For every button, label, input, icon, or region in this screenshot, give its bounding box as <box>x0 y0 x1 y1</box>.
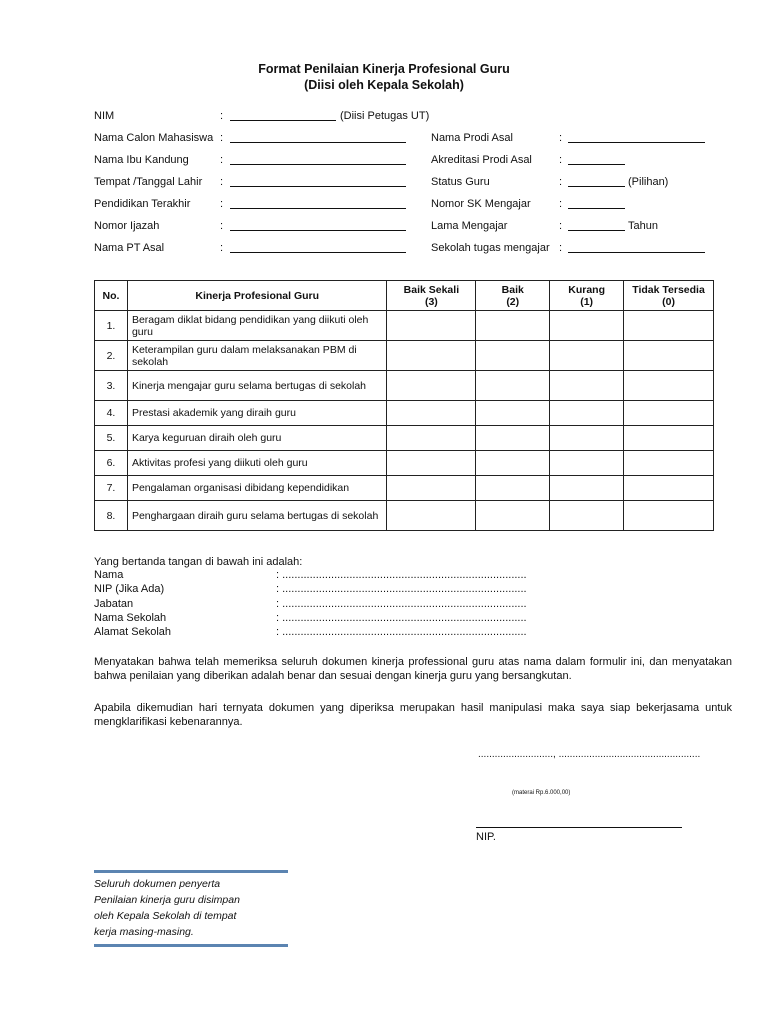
place-date-line[interactable]: ..........................., ................................................... <box>478 749 701 760</box>
row-description: Kinerja mengajar guru selama bertugas di sekolah <box>127 371 387 401</box>
row-number: 6. <box>95 451 128 476</box>
header-kinerja: Kinerja Profesional Guru <box>127 281 387 311</box>
score-cell-0[interactable] <box>624 401 714 426</box>
table-row <box>95 451 714 476</box>
table-row <box>95 311 714 341</box>
row-description: Aktivitas profesi yang diikuti oleh guru <box>127 451 387 476</box>
score-cell-2[interactable] <box>476 341 550 371</box>
row-number: 1. <box>95 311 128 341</box>
signatory-label: NIP (Jika Ada) <box>94 583 165 595</box>
score-cell-0[interactable] <box>624 426 714 451</box>
signatory-label: Jabatan <box>94 598 134 610</box>
header-tidak-tersedia: Tidak Tersedia (0) <box>624 281 714 311</box>
form-field-label: Nomor SK Mengajar <box>431 198 531 210</box>
signatory-fill-in[interactable]: : ................................................................................ <box>276 598 527 610</box>
score-cell-2[interactable] <box>476 426 550 451</box>
fill-in-line[interactable] <box>230 208 406 209</box>
form-field-label: Lama Mengajar <box>431 220 508 232</box>
form-field-nama-ibu-kandung: Nama Ibu Kandung : <box>94 153 414 167</box>
row-description: Keterampilan guru dalam melaksanakan PBM di sekolah <box>127 341 387 371</box>
row-number: 2. <box>95 341 128 371</box>
signatory-fill-in[interactable]: : ................................................................................ <box>276 626 527 638</box>
materai-note: (materai Rp.6.000,00) <box>512 790 571 796</box>
form-field-label: Nama Calon Mahasiswa <box>94 132 214 144</box>
form-field-label: Tempat /Tanggal Lahir <box>94 176 203 188</box>
form-field-label: Nama Ibu Kandung <box>94 154 189 166</box>
row-number: 4. <box>95 401 128 426</box>
score-cell-2[interactable] <box>476 476 550 501</box>
score-cell-3[interactable] <box>387 451 476 476</box>
score-cell-1[interactable] <box>550 476 624 501</box>
form-field-nama-prodi-asal: Nama Prodi Asal : <box>431 131 711 145</box>
signatory-label: Nama Sekolah <box>94 612 167 624</box>
form-field-note: (Pilihan) <box>628 176 669 188</box>
table-row <box>95 426 714 451</box>
form-field-sekolah-tugas-mengajar: Sekolah tugas mengajar : <box>431 241 711 255</box>
performance-table <box>94 280 714 531</box>
score-cell-1[interactable] <box>550 311 624 341</box>
table-row <box>95 476 714 501</box>
form-field-nim: NIM : (Diisi Petugas UT) <box>94 110 430 122</box>
form-field-lama-mengajar: Lama Mengajar : Tahun <box>431 220 658 232</box>
fill-in-line[interactable] <box>230 252 406 253</box>
score-cell-3[interactable] <box>387 401 476 426</box>
table-row <box>95 371 714 401</box>
score-cell-3[interactable] <box>387 426 476 451</box>
score-cell-1[interactable] <box>550 371 624 401</box>
fill-in-line[interactable] <box>568 230 625 231</box>
row-number: 5. <box>95 426 128 451</box>
fill-in-line[interactable] <box>230 230 406 231</box>
header-baik: Baik (2) <box>476 281 550 311</box>
row-description: Penghargaan diraih guru selama bertugas di sekolah <box>127 501 387 531</box>
form-field-label: Status Guru <box>431 176 490 188</box>
fill-in-line[interactable] <box>568 208 625 209</box>
form-field-label: Nomor Ijazah <box>94 220 160 232</box>
row-description: Beragam diklat bidang pendidikan yang diikuti oleh guru <box>127 311 387 341</box>
signatory-fill-in[interactable]: : ................................................................................ <box>276 569 527 581</box>
score-cell-3[interactable] <box>387 371 476 401</box>
form-field-status-guru: Status Guru : (Pilihan) <box>431 176 669 188</box>
note-line: kerja masing-masing. <box>94 926 194 938</box>
note-line: Seluruh dokumen penyerta <box>94 878 221 890</box>
score-cell-0[interactable] <box>624 341 714 371</box>
fill-in-line[interactable] <box>230 164 406 165</box>
score-cell-1[interactable] <box>550 451 624 476</box>
fill-in-line[interactable] <box>568 186 625 187</box>
score-cell-2[interactable] <box>476 451 550 476</box>
score-cell-0[interactable] <box>624 451 714 476</box>
document-title: Format Penilaian Kinerja Profesional Guru <box>258 62 510 76</box>
fill-in-line[interactable] <box>568 252 705 253</box>
score-cell-1[interactable] <box>550 426 624 451</box>
nip-label: NIP. <box>476 831 496 843</box>
note-divider <box>94 944 288 947</box>
statement-paragraph-2: Apabila dikemudian hari ternyata dokumen yang diperiksa merupakan hasil manipulasi maka saya siap bekerjasama untuk mengklarifikasi kebenarannya. <box>94 702 732 728</box>
score-cell-1[interactable] <box>550 341 624 371</box>
score-cell-0[interactable] <box>624 311 714 341</box>
signatory-label: Nama <box>94 569 124 581</box>
form-field-label: Akreditasi Prodi Asal <box>431 154 532 166</box>
row-description: Karya keguruan diraih oleh guru <box>127 426 387 451</box>
score-cell-2[interactable] <box>476 371 550 401</box>
fill-in-line[interactable] <box>230 120 336 121</box>
storage-note <box>94 870 288 947</box>
score-cell-0[interactable] <box>624 501 714 531</box>
header-kurang: Kurang (1) <box>550 281 624 311</box>
table-row <box>95 501 714 531</box>
statement-paragraph-1: Menyatakan bahwa telah memeriksa seluruh dokumen kinerja professional guru atas nama dalam formulir ini, dan menyatakan bahwa penilaian yang diberikan adalah benar dan sesuai dengan kinerja guru yang bersangkutan. <box>94 656 732 682</box>
header-baik-sekali: Baik Sekali (3) <box>387 281 476 311</box>
table-row <box>95 401 714 426</box>
form-field-label: Nama Prodi Asal <box>431 132 513 144</box>
score-cell-1[interactable] <box>550 401 624 426</box>
signatory-fill-in[interactable]: : ................................................................................ <box>276 583 527 595</box>
score-cell-3[interactable] <box>387 501 476 531</box>
score-cell-2[interactable] <box>476 311 550 341</box>
note-line: oleh Kepala Sekolah di tempat <box>94 910 237 922</box>
note-divider <box>94 870 288 873</box>
row-number: 8. <box>95 501 128 531</box>
form-field-note: Tahun <box>628 220 658 232</box>
form-field-nomor-ijazah: Nomor Ijazah : <box>94 219 414 233</box>
form-field-label: Pendidikan Terakhir <box>94 198 191 210</box>
form-field-nomor-sk-mengajar: Nomor SK Mengajar : <box>431 197 711 211</box>
form-field-akreditasi-prodi-asal: Akreditasi Prodi Asal : <box>431 153 711 167</box>
note-line: Penilaian kinerja guru disimpan <box>94 894 240 906</box>
row-description: Prestasi akademik yang diraih guru <box>127 401 387 426</box>
table-header-row <box>95 281 714 311</box>
score-cell-3[interactable] <box>387 341 476 371</box>
fill-in-line[interactable] <box>230 142 406 143</box>
form-field-label: Sekolah tugas mengajar <box>431 242 550 254</box>
fill-in-line[interactable] <box>568 142 705 143</box>
form-field-nama-pt-asal: Nama PT Asal : <box>94 241 414 255</box>
score-cell-0[interactable] <box>624 476 714 501</box>
score-cell-1[interactable] <box>550 501 624 531</box>
fill-in-line[interactable] <box>568 164 625 165</box>
fill-in-line[interactable] <box>230 186 406 187</box>
score-cell-0[interactable] <box>624 371 714 401</box>
row-description: Pengalaman organisasi dibidang kependidikan <box>127 476 387 501</box>
signature-line[interactable] <box>476 827 682 828</box>
score-cell-3[interactable] <box>387 476 476 501</box>
form-field-note: (Diisi Petugas UT) <box>340 110 430 122</box>
score-cell-2[interactable] <box>476 501 550 531</box>
document-subtitle: (Diisi oleh Kepala Sekolah) <box>304 78 464 92</box>
table-row <box>95 341 714 371</box>
row-number: 7. <box>95 476 128 501</box>
score-cell-2[interactable] <box>476 401 550 426</box>
form-field-pendidikan-terakhir: Pendidikan Terakhir : <box>94 197 414 211</box>
signatory-label: Alamat Sekolah <box>94 626 172 638</box>
signatory-intro: Yang bertanda tangan di bawah ini adalah: <box>94 556 303 568</box>
signatory-fill-in[interactable]: : ................................................................................ <box>276 612 527 624</box>
row-number: 3. <box>95 371 128 401</box>
form-field-label: Nama PT Asal <box>94 242 165 254</box>
score-cell-3[interactable] <box>387 311 476 341</box>
form-field-nama-calon-mahasiswa: Nama Calon Mahasiswa : <box>94 131 414 145</box>
form-field-tempat-tanggal-lahir: Tempat /Tanggal Lahir : <box>94 175 414 189</box>
form-field-label: NIM <box>94 110 115 122</box>
header-no: No. <box>95 281 128 311</box>
